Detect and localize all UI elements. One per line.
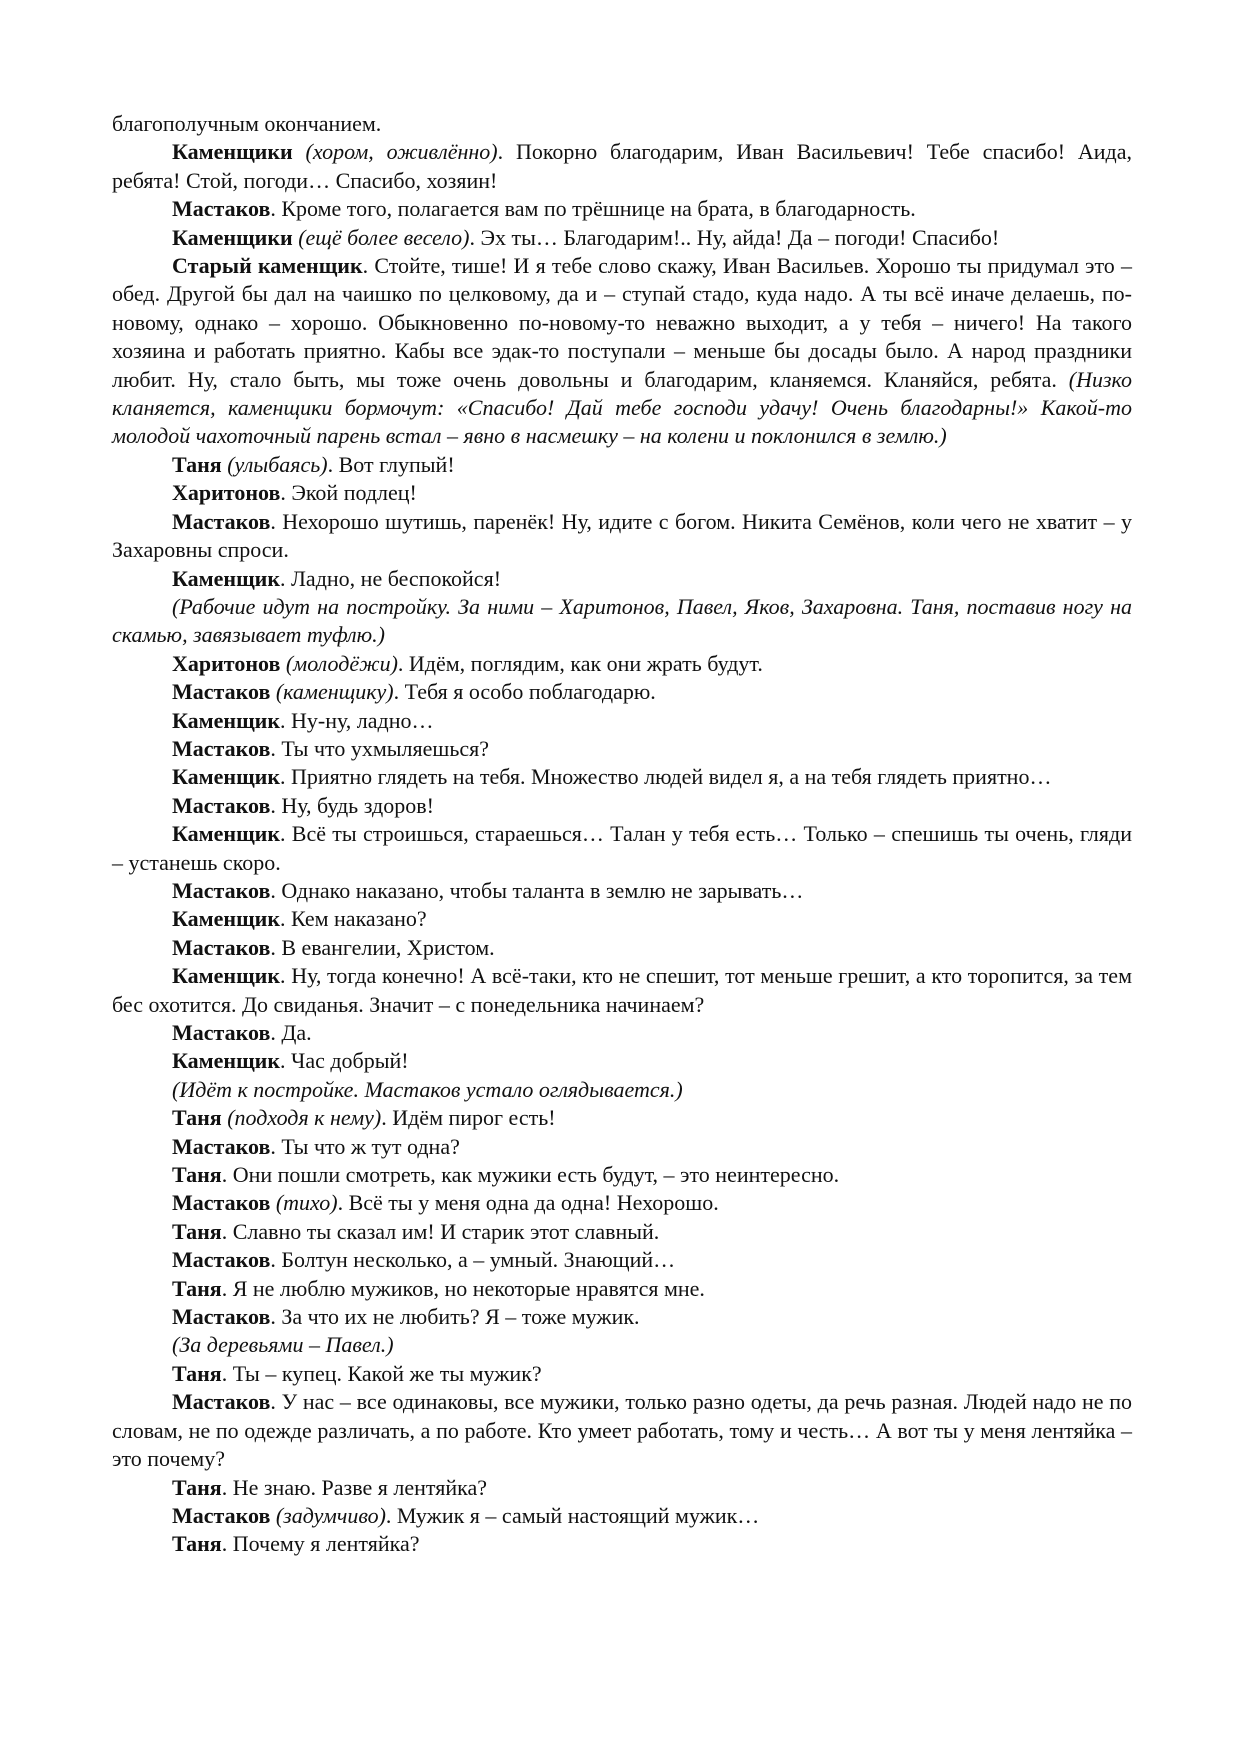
speaker-name: Мастаков [172,877,271,903]
speaker-name: Каменщик [172,764,281,790]
stage-direction: (ещё более весело) [298,224,470,250]
dialogue-text: . В евангелии, Христом. [270,934,495,960]
speaker-name: Таня [172,1531,222,1557]
document-page [112,110,1132,1559]
dialogue-text: . Славно ты сказал им! И старик этот славный. [221,1218,660,1244]
dialogue-text: . Они пошли смотреть, как мужики есть будут, – это неинтересно. [221,1162,840,1188]
script-paragraph [112,1388,1132,1473]
dialogue-text [293,139,306,164]
script-paragraph [112,934,1132,962]
speaker-name: Мастаков [172,735,271,761]
dialogue-text: . Кем наказано? [280,906,427,932]
speaker-name: Каменщик [172,565,281,591]
speaker-name: Мастаков [172,1133,271,1159]
speaker-name: Харитонов [172,480,281,506]
dialogue-text: . Нехорошо шутишь, паренёк! Ну, идите с богом. Никита Семёнов, коли чего не хватит – у Захаровны спроси. [112,508,1132,563]
dialogue-text: . Эх ты… Благодарим!.. Ну, айда! Да – погоди! Спасибо! [469,224,1000,250]
script-paragraph [112,650,1132,678]
dialogue-text: . Всё ты у меня одна да одна! Нехорошо. [337,1190,719,1216]
dialogue-text: . Мужик я – самый настоящий мужик… [385,1502,760,1528]
script-paragraph [112,451,1132,479]
script-paragraph [112,479,1132,507]
dialogue-text: . Не знаю. Разве я лентяйка? [221,1474,487,1500]
speaker-name: Каменщики [172,139,293,165]
speaker-name: Мастаков [172,1502,271,1528]
script-paragraph [112,1076,1132,1104]
dialogue-text: . Идём, поглядим, как они жрать будут. [397,650,763,676]
script-paragraph [112,735,1132,763]
dialogue-text: . Стойте, тише! И я тебе слово скажу, Иван Васильев. Хорошо ты придумал это – обед. Другой бы дал на чаишко по целковому, да и – ступай стадо, куда надо. А ты всё иначе делаешь, по-новому, однако – хорошо. Обыкновенно по-новому-то неважно выходит, а у тебя – ничего! На такого хозяина и работать приятно. Кабы все эдак-то поступали – меньше бы досады было. А народ праздники любит. Ну, стало быть, мы тоже очень довольны и благодарим, кланяемся. Кланяйся, ребята. [112,253,1132,392]
script-paragraph [112,1474,1132,1502]
speaker-name: Мастаков [172,1247,271,1273]
stage-direction: (Низко кланяется, каменщики бормочут: «Спасибо! Дай тебе господи удачу! Очень благодарны!» Какой-то молодой чахоточный парень встал – явно в насмешку – на колени и поклонился в землю.) [112,366,1132,449]
dialogue-text: . Приятно глядеть на тебя. Множество людей видел я, а на тебя глядеть приятно… [280,764,1052,790]
speaker-name: Каменщик [172,707,281,733]
speaker-name: Таня [172,1162,222,1188]
speaker-name: Таня [172,451,222,477]
speaker-name: Мастаков [172,934,271,960]
dialogue-text: . Ну, тогда конечно! А всё-таки, кто не спешит, тот меньше грешит, а кто торопится, за тем бес охотится. До свиданья. Значит – с понедельника начинаем? [112,963,1132,1017]
script-paragraph [112,763,1132,791]
speaker-name: Таня [172,1275,222,1301]
speaker-name: Харитонов [172,650,281,676]
script-paragraph [112,1331,1132,1359]
script-paragraph [112,877,1132,905]
speaker-name: Таня [172,1474,222,1500]
speaker-name: Мастаков [172,792,271,818]
script-paragraph [112,224,1132,252]
script-paragraph [112,1019,1132,1047]
stage-direction: (За деревьями – Павел.) [172,1332,394,1358]
script-paragraph [112,678,1132,706]
speaker-name: Мастаков [172,1389,271,1415]
dialogue-text: . Я не люблю мужиков, но некоторые нравятся мне. [221,1275,705,1301]
script-paragraph [112,1303,1132,1331]
dialogue-text: . Ну-ну, ладно… [280,707,434,733]
stage-direction: (хором, оживлённо) [305,139,498,165]
dialogue-text: . У нас – все одинаковы, все мужики, только разно одеты, да речь разная. Людей надо не по словам, не по одежде различать, а по работе. Кто умеет работать, тому и честь… А вот ты у меня лентяйка – это почему? [112,1389,1132,1472]
speaker-name: Мастаков [172,1190,271,1216]
stage-direction: (каменщику) [275,679,394,705]
speaker-name: Каменщик [172,906,281,932]
dialogue-text: . Кроме того, полагается вам по трёшнице на брата, в благодарность. [270,196,916,222]
script-paragraph [112,707,1132,735]
dialogue-text: . Тебя я особо поблагодарю. [393,679,656,705]
script-paragraph [112,1360,1132,1388]
script-paragraph [112,1189,1132,1217]
script-paragraph [112,1133,1132,1161]
dialogue-text: . Вот глупый! [327,451,455,477]
dialogue-text: . Покорно благодарим, Иван Васильевич! Тебе спасибо! Аида, ребята! Стой, погоди… Спасибо, хозяин! [112,139,1132,193]
script-paragraph [112,593,1132,650]
dialogue-text: . Ты что ухмыляешься? [270,735,490,761]
script-paragraph [112,1275,1132,1303]
script-paragraph [112,905,1132,933]
stage-direction: (задумчиво) [275,1502,386,1528]
stage-direction: (Идёт к постройке. Мастаков устало оглядывается.) [172,1076,683,1102]
speaker-name: Мастаков [172,679,271,705]
script-paragraph [112,1530,1132,1558]
dialogue-text: . За что их не любить? Я – тоже мужик. [270,1304,640,1330]
speaker-name: Мастаков [172,1020,271,1045]
script-paragraph [112,820,1132,877]
dialogue-text: . Ты – купец. Какой же ты мужик? [221,1360,542,1386]
dialogue-text: . Болтун несколько, а – умный. Знающий… [270,1247,676,1273]
speaker-name: Каменщики [172,224,293,250]
script-paragraph [112,1502,1132,1530]
speaker-name: Каменщик [172,963,281,989]
speaker-name: Таня [172,1218,222,1244]
script-paragraph [112,792,1132,820]
speaker-name: Старый каменщик [172,253,363,279]
dialogue-text: . Ладно, не беспокойся! [280,565,502,591]
speaker-name: Каменщик [172,821,281,847]
stage-direction: (подходя к нему) [227,1105,382,1131]
dialogue-text: . Да. [270,1020,312,1045]
script-paragraph [112,1218,1132,1246]
dialogue-text: . Всё ты строишься, стараешься… Талан у тебя есть… Только – спешишь ты очень, гляди – устанешь скоро. [112,821,1132,875]
stage-direction: (улыбаясь) [227,451,328,477]
speaker-name: Каменщик [172,1048,281,1074]
speaker-name: Таня [172,1105,222,1131]
dialogue-text: . Экой подлец! [280,480,417,506]
script-paragraph [112,110,1132,138]
stage-direction: (молодёжи) [285,650,398,676]
script-paragraph [112,565,1132,593]
script-paragraph [112,1161,1132,1189]
dialogue-text: . Ты что ж тут одна? [270,1133,460,1159]
script-paragraph [112,252,1132,451]
script-paragraph [112,138,1132,195]
dialogue-text: . Почему я лентяйка? [221,1531,420,1557]
stage-direction: (тихо) [275,1190,338,1216]
speaker-name: Мастаков [172,1304,271,1330]
stage-direction: (Рабочие идут на постройку. За ними – Харитонов, Павел, Яков, Захаровна. Таня, поставив ногу на скамью, завязывает туфлю.) [112,593,1132,648]
dialogue-text: . Идём пирог есть! [381,1105,556,1131]
speaker-name: Мастаков [172,196,271,222]
script-paragraph [112,962,1132,1019]
script-paragraph [112,1104,1132,1132]
dialogue-text: . Однако наказано, чтобы таланта в землю не зарывать… [270,877,804,903]
dialogue-text: . Ну, будь здоров! [270,792,434,818]
script-paragraph [112,1246,1132,1274]
script-paragraph [112,1047,1132,1075]
speaker-name: Таня [172,1360,222,1386]
script-paragraph [112,195,1132,223]
script-paragraph [112,508,1132,565]
dialogue-text: благополучным окончанием. [112,111,382,136]
dialogue-text: . Час добрый! [280,1048,409,1074]
speaker-name: Мастаков [172,508,271,534]
